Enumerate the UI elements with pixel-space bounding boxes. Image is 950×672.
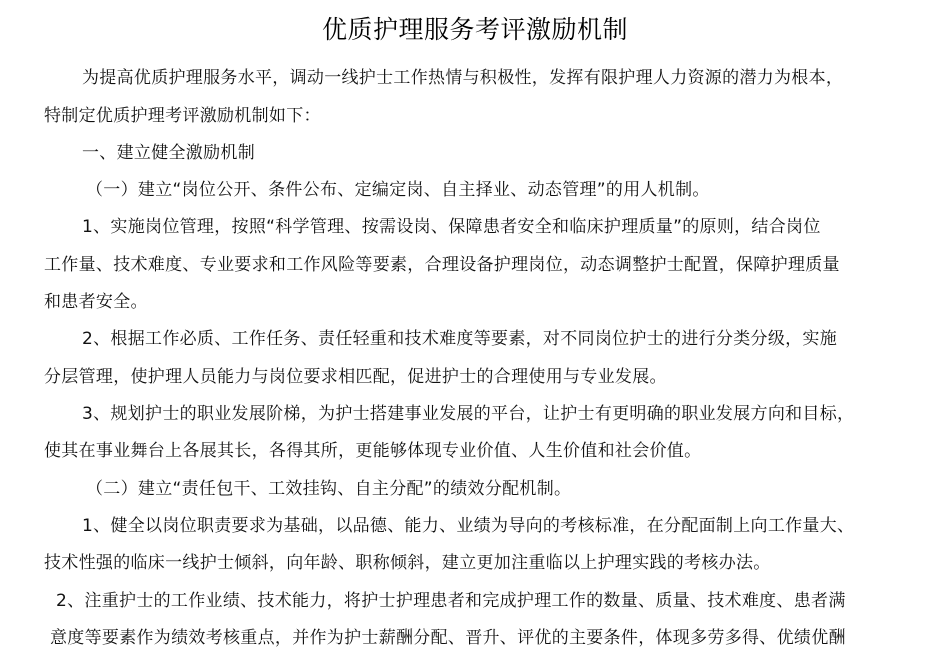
item-3-line-2: 使其在事业舞台上各展其长，各得其所，更能够体现专业价值、人生价值和社会价值。: [44, 441, 702, 461]
item-b1-line-1: 1、健全以岗位职责要求为基础，以品德、能力、业绩为导向的考核标准，在分配面制上向工作量大、: [82, 516, 855, 536]
item-1-line-1: 1、实施岗位管理，按照“科学管理、按需设岗、保障患者安全和临床护理质量”的原则，结合岗位: [82, 217, 821, 237]
item-1-line-3: 和患者安全。: [44, 292, 148, 312]
paragraph-intro-line-2: 特制定优质护理考评激励机制如下：: [44, 106, 321, 126]
subsection-heading-1: （一）建立“岗位公开、条件公布、定编定岗、自主择业、动态管理”的用人机制。: [86, 180, 710, 200]
item-3-line-1: 3、规划护士的职业发展阶梯，为护士搭建事业发展的平台，让护士有更明确的职业发展方向和目标，: [82, 404, 855, 424]
subsection-heading-2: （二）建立“责任包干、工效挂钩、自主分配”的绩效分配机制。: [86, 479, 572, 499]
section-heading-1: 一、建立健全激励机制: [82, 143, 255, 163]
item-1-line-2: 工作量、技术难度、专业要求和工作风险等要素，合理设备护理岗位，动态调整护士配置，保障护理质量: [44, 255, 840, 275]
document-title: 优质护理服务考评激励机制: [321, 15, 628, 44]
item-b2-line-2: 意度等要素作为绩效考核重点，并作为护士薪酬分配、晋升、评优的主要条件，体现多劳多得、优绩优酬: [50, 628, 846, 648]
item-b2-line-1: 2、注重护士的工作业绩、技术能力，将护士护理患者和完成护理工作的数量、质量、技术难度、患者满: [56, 591, 846, 611]
item-b1-line-2: 技术性强的临床一线护士倾斜，向年龄、职称倾斜，建立更加注重临以上护理实践的考核办法。: [44, 553, 771, 573]
item-2-line-2: 分层管理，使护理人员能力与岗位要求相匹配，促进护士的合理使用与专业发展。: [44, 367, 667, 387]
item-2-line-1: 2、根据工作必质、工作任务、责任轻重和技术难度等要素，对不同岗位护士的进行分类分级，实施: [82, 329, 838, 349]
paragraph-intro-line-1: 为提高优质护理服务水平，调动一线护士工作热情与积极性，发挥有限护理人力资源的潜力为根本，: [82, 68, 844, 88]
